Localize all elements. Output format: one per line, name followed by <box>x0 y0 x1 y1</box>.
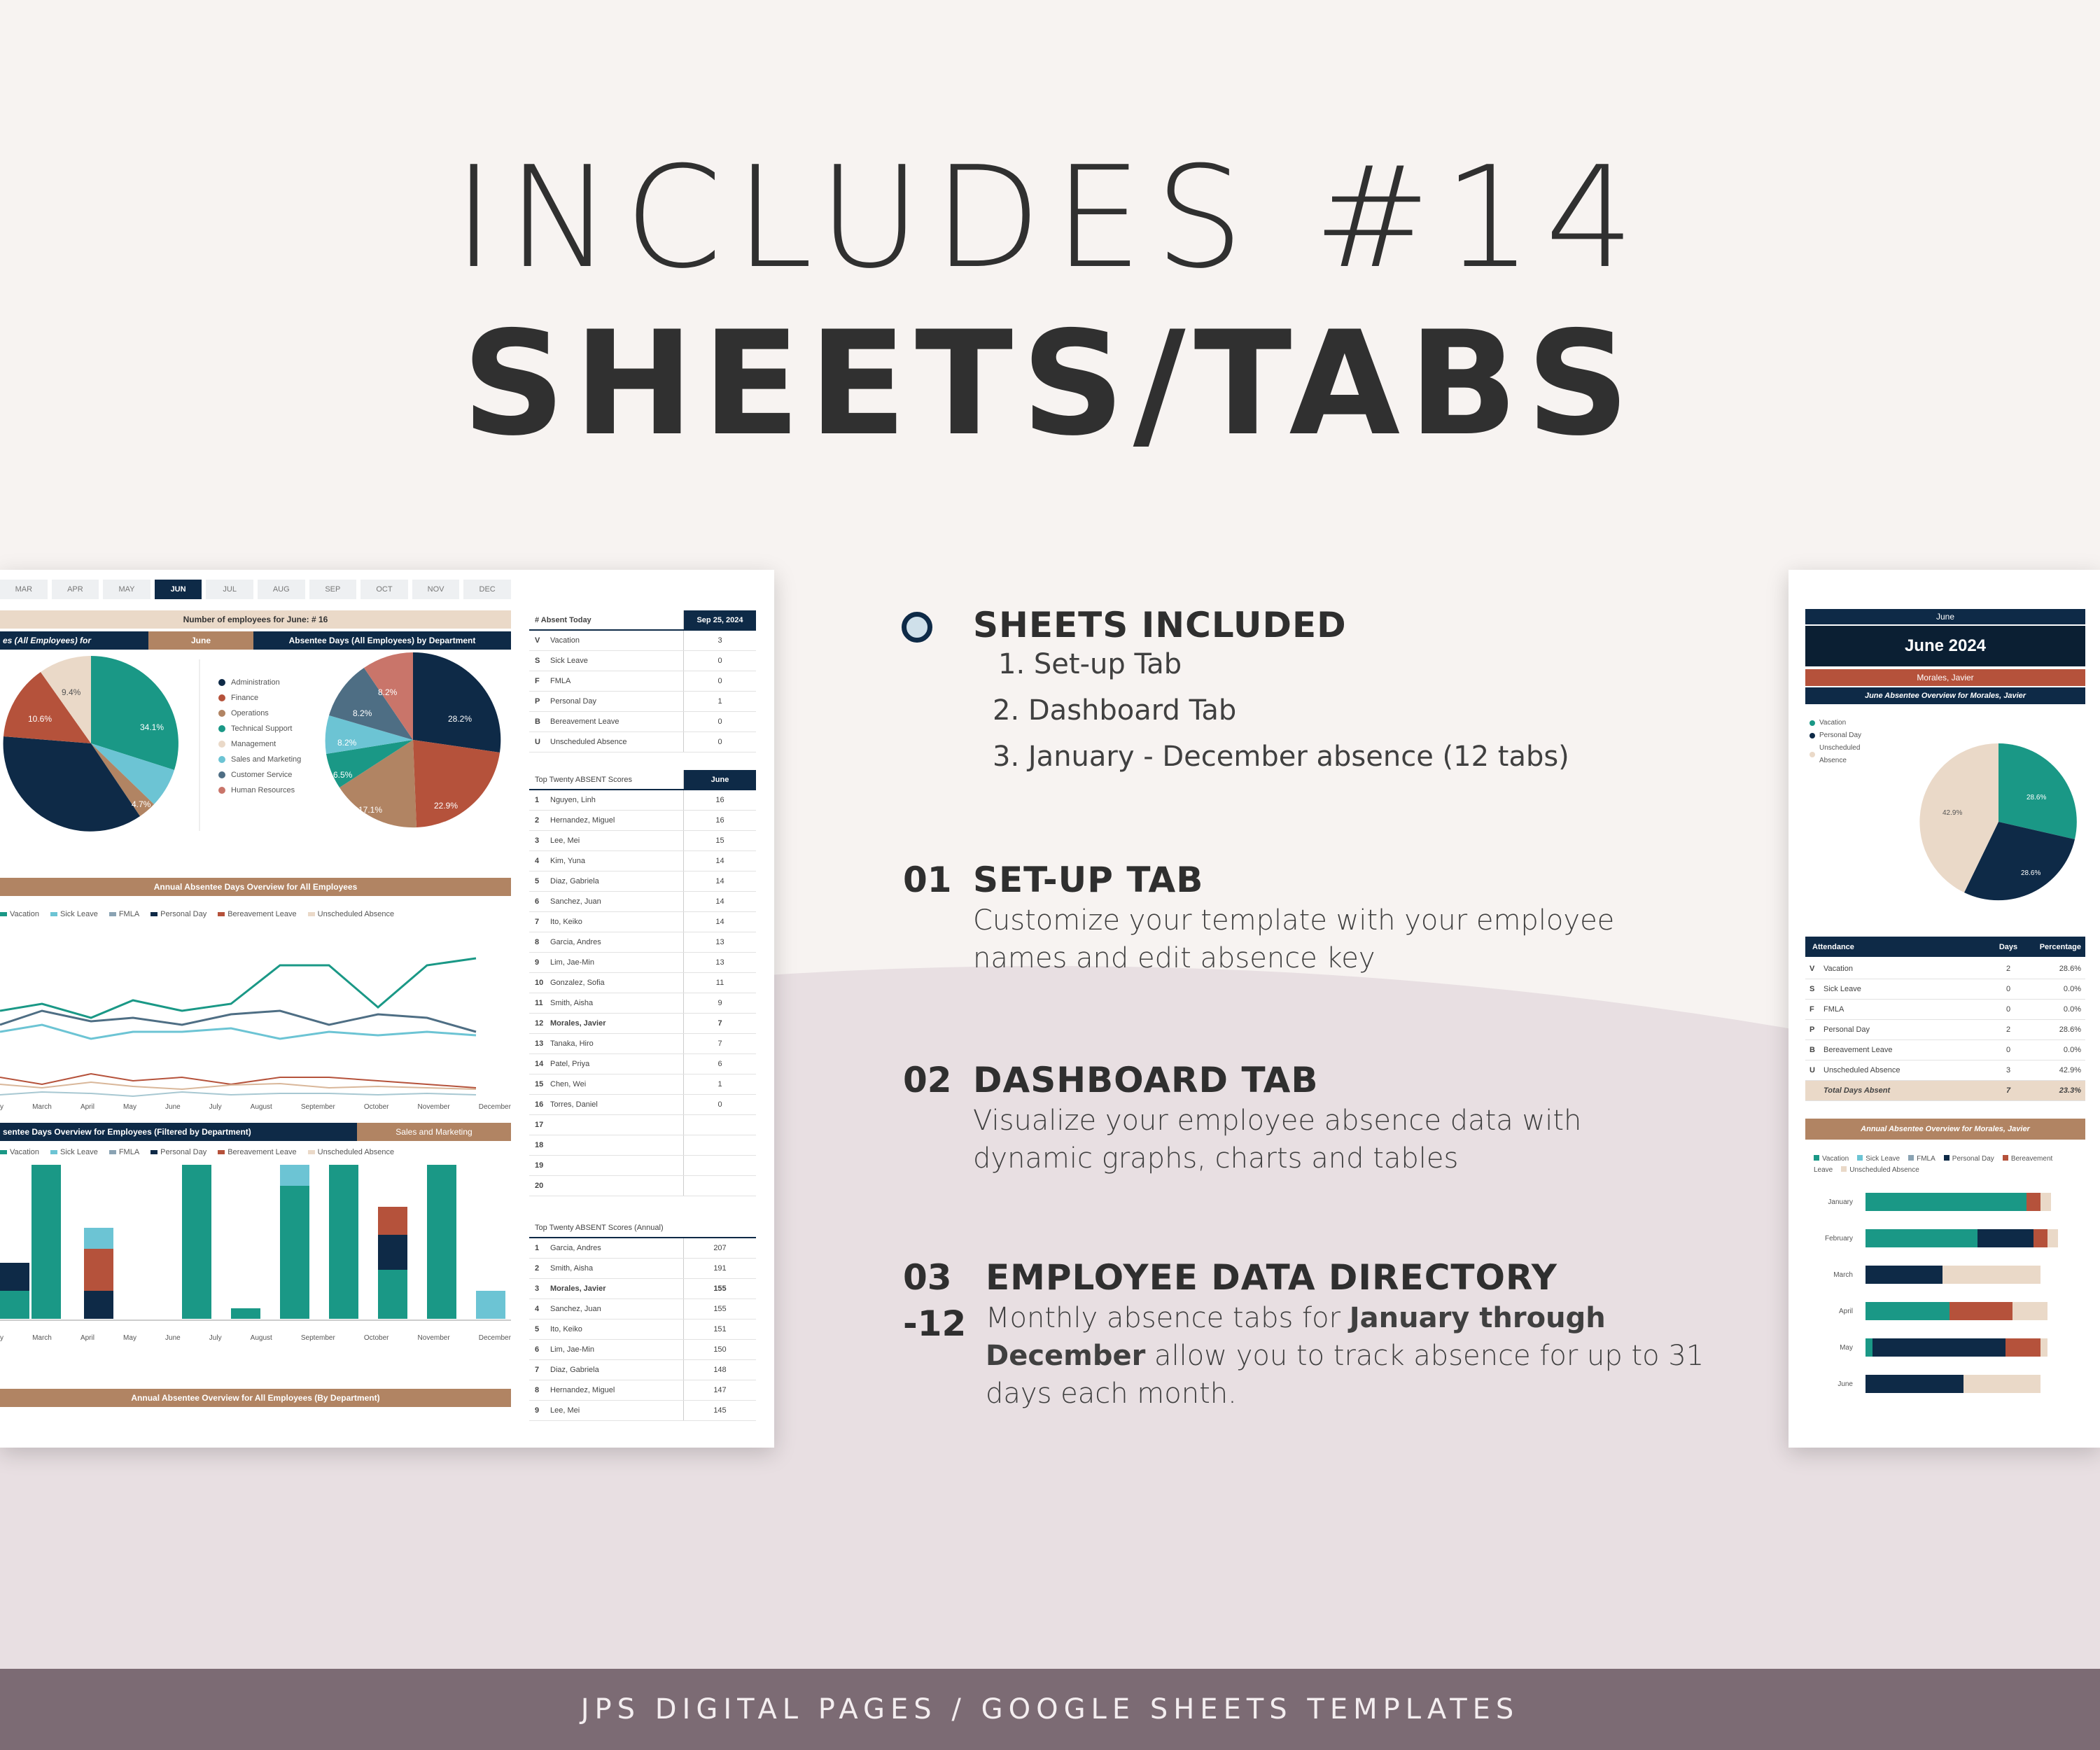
axis-month: December <box>478 1103 511 1111</box>
dashboard-description: Visualize your employee absence data with dynamic graphs, charts and tables <box>973 1105 1582 1175</box>
right-legend <box>1809 717 1872 767</box>
included-item-1: 1. Set-up Tab <box>998 648 1182 680</box>
right-bar-segment <box>1942 1266 2040 1284</box>
tab-nov[interactable]: NOV <box>412 580 460 599</box>
attendance-header: Attendance Days Percentage <box>1805 937 2085 957</box>
right-bar-legend-item: Vacation <box>1814 1155 1849 1163</box>
footer-bar <box>0 1669 2100 1750</box>
bottom-overview-bar: Annual Absentee Overview for All Employees (By Department) <box>0 1389 511 1407</box>
axis-month: April <box>80 1103 94 1111</box>
right-bar-legend-item: Unscheduled Absence <box>1841 1166 1919 1174</box>
table-row: 20 <box>529 1176 756 1196</box>
table-row: 9 Lim, Jae-Min 13 <box>529 953 756 973</box>
series-legend-item: Personal Day <box>150 910 206 918</box>
stack-segment <box>84 1249 113 1291</box>
dashboard-preview <box>0 570 774 1448</box>
pie2-label-e: 8.2% <box>337 738 357 748</box>
right-legend-item: Unscheduled Absence <box>1809 742 1872 767</box>
legend-item: Operations <box>218 706 301 721</box>
absent-today-header: # Absent Today <box>535 615 592 624</box>
axis-month: September <box>300 1103 335 1111</box>
pie2-label-b: 22.9% <box>434 801 458 811</box>
tab-may[interactable]: MAY <box>103 580 150 599</box>
stack-segment <box>31 1165 61 1319</box>
attendance-row: P Personal Day 2 28.6% <box>1805 1020 2085 1040</box>
table-row: 6 Sanchez, Juan 14 <box>529 892 756 912</box>
table-row: 7 Diaz, Gabriela 148 <box>529 1360 756 1380</box>
axis-month: April <box>80 1334 94 1342</box>
tab-oct[interactable]: OCT <box>360 580 408 599</box>
right-bar-segment <box>1865 1193 2026 1211</box>
right-bar-segment <box>1872 1338 2005 1357</box>
series-legend-item: Sick Leave <box>50 910 98 918</box>
axis-month: May <box>123 1334 136 1342</box>
table-row: 3 Lee, Mei 15 <box>529 831 756 851</box>
axis-month: March <box>32 1103 52 1111</box>
table-row: 4 Sanchez, Juan 155 <box>529 1299 756 1320</box>
axis-month: July <box>209 1103 222 1111</box>
pie2-label-d: 6.5% <box>333 770 353 780</box>
axis-month: December <box>478 1334 511 1342</box>
setup-title: SET-UP TAB <box>973 860 1204 900</box>
right-bar-legend-item: Sick Leave <box>1857 1155 1900 1163</box>
table-row: F FMLA 0 <box>529 671 756 692</box>
table-row: 7 Ito, Keiko 14 <box>529 912 756 932</box>
table-row: U Unscheduled Absence 0 <box>529 732 756 752</box>
right-bar-month: January <box>1828 1198 1853 1206</box>
right-bar-month: February <box>1824 1235 1853 1242</box>
dashboard-number: 02 <box>903 1060 952 1100</box>
bullet-ring-icon <box>902 612 932 643</box>
employee-preview <box>1788 570 2100 1448</box>
total-row: Total Days Absent 7 23.3% <box>1805 1081 2085 1101</box>
stack-segment <box>378 1207 407 1235</box>
pie2-label-f: 8.2% <box>353 708 372 718</box>
line-month-axis <box>0 1103 511 1111</box>
attendance-row: U Unscheduled Absence 3 42.9% <box>1805 1060 2085 1081</box>
legend-item: Customer Service <box>218 767 301 783</box>
axis-month: August <box>250 1103 272 1111</box>
absent-today-table <box>529 610 756 752</box>
stack-segment <box>476 1291 505 1319</box>
right-bar-month: May <box>1840 1344 1853 1352</box>
right-bar-segment <box>2005 1338 2040 1357</box>
footer-text: JPS DIGITAL PAGES / GOOGLE SHEETS TEMPLATES <box>580 1693 1520 1726</box>
table-row: 2 Hernandez, Miguel 16 <box>529 811 756 831</box>
line-personal <box>0 1011 476 1032</box>
line-vacation <box>0 958 476 1018</box>
stack-segment <box>0 1291 29 1319</box>
top20-table <box>529 770 756 1196</box>
attendance-row: S Sick Leave 0 0.0% <box>1805 979 2085 1000</box>
bar-month-axis <box>0 1334 511 1342</box>
series-legend-item: Sick Leave <box>50 1148 98 1156</box>
table-row: 2 Smith, Aisha 191 <box>529 1259 756 1279</box>
included-item-3: 3. January - December absence (12 tabs) <box>993 741 1569 773</box>
right-legend-item: Personal Day <box>1809 729 1872 742</box>
series-legend-item: FMLA <box>109 910 139 918</box>
right-bar-segment <box>1977 1229 2033 1247</box>
stack-segment <box>378 1235 407 1270</box>
bar-legend <box>0 1148 405 1156</box>
right-bar-segment <box>2047 1229 2058 1247</box>
table-row: 1 Garcia, Andres 207 <box>529 1238 756 1259</box>
line-legend <box>0 910 405 918</box>
pie-header-month: June <box>148 631 253 650</box>
pie1-label-b: 37.1% <box>36 826 61 836</box>
right-bar-segment <box>2012 1302 2047 1320</box>
month-tabs <box>0 580 511 599</box>
right-bar-segment <box>1865 1266 1942 1284</box>
right-bar-month: March <box>1833 1271 1853 1279</box>
series-legend-item: Vacation <box>0 1148 39 1156</box>
overview-bar: June Absentee Overview for Morales, Javier <box>1805 687 2085 704</box>
legend-item: Technical Support <box>218 721 301 736</box>
right-legend-item: Vacation <box>1809 717 1872 729</box>
filtered-dept: Sales and Marketing <box>357 1123 511 1141</box>
attendance-row: F FMLA 0 0.0% <box>1805 1000 2085 1020</box>
axis-month: June <box>165 1103 181 1111</box>
table-row: 8 Garcia, Andres 13 <box>529 932 756 953</box>
table-row: 13 Tanaka, Hiro 7 <box>529 1034 756 1054</box>
headline-includes: INCLUDES #14 <box>453 136 1647 300</box>
tab-sep[interactable]: SEP <box>309 580 357 599</box>
directory-title: EMPLOYEE DATA DIRECTORY <box>986 1257 1558 1298</box>
series-legend-item: Unscheduled Absence <box>308 910 394 918</box>
stack-segment <box>0 1263 29 1291</box>
pie-header-dept: Absentee Days (All Employees) by Department <box>253 631 511 650</box>
right-bar-legend-item: FMLA <box>1908 1155 1935 1163</box>
dashboard-title: DASHBOARD TAB <box>973 1060 1319 1100</box>
stack-segment <box>329 1165 358 1319</box>
table-row: 16 Torres, Daniel 0 <box>529 1095 756 1115</box>
line-sky <box>0 1025 476 1039</box>
right-bar-segment <box>1865 1338 1872 1357</box>
stack-segment <box>84 1291 113 1319</box>
sheets-included-title: SHEETS INCLUDED <box>973 605 1347 645</box>
pie2-label-c: 17.1% <box>358 805 383 815</box>
tab-apr[interactable]: APR <box>52 580 99 599</box>
series-legend-item: Unscheduled Absence <box>308 1148 394 1156</box>
directory-number-a: 03 <box>903 1257 952 1298</box>
legend-item: Human Resources <box>218 783 301 798</box>
right-bar-segment <box>1865 1229 1977 1247</box>
right-bar-segment <box>1865 1302 1949 1320</box>
axis-month: July <box>209 1334 222 1342</box>
month-title: June 2024 <box>1805 626 2085 666</box>
axis-month: November <box>417 1334 450 1342</box>
included-item-2: 2. Dashboard Tab <box>993 694 1237 727</box>
top20-header: Top Twenty ABSENT Scores <box>535 775 632 784</box>
right-bar-month: June <box>1837 1380 1853 1388</box>
pie1-label-a: 34.1% <box>140 722 164 732</box>
directory-description: Monthly absence tabs for January through December allow you to track absence for up to 31 days each month. <box>986 1302 1704 1410</box>
absent-today-date: Sep 25, 2024 <box>683 610 756 629</box>
pie2-slice-rust <box>413 740 500 827</box>
stack-segment <box>231 1308 260 1319</box>
legend-item: Administration <box>218 675 301 690</box>
pie-header-left: es (All Employees) for <box>0 631 148 650</box>
table-row: 9 Lee, Mei 145 <box>529 1401 756 1421</box>
axis-month: September <box>300 1334 335 1342</box>
annual-table <box>529 1218 756 1421</box>
tab-mar[interactable]: MAR <box>0 580 48 599</box>
table-row: 17 <box>529 1115 756 1135</box>
series-legend-item: Bereavement Leave <box>218 910 296 918</box>
stack-segment <box>378 1270 407 1319</box>
annual-header: Top Twenty ABSENT Scores (Annual) <box>535 1223 664 1232</box>
right-stacked-bars <box>1788 1186 2100 1448</box>
pie2-slice-navy <box>413 652 500 752</box>
pie1-label-c: 10.6% <box>28 714 52 724</box>
table-row: 3 Morales, Javier 155 <box>529 1279 756 1299</box>
axis-month: May <box>123 1103 136 1111</box>
table-row: 5 Diaz, Gabriela 14 <box>529 872 756 892</box>
tab-jul[interactable]: JUL <box>206 580 253 599</box>
table-row: 10 Gonzalez, Sofia 11 <box>529 973 756 993</box>
employees-count-bar: Number of employees for June: # 16 <box>0 610 511 629</box>
emp-pie-label-b: 28.6% <box>2021 869 2041 877</box>
table-row: P Personal Day 1 <box>529 692 756 712</box>
emp-pie-label-a: 28.6% <box>2026 794 2047 802</box>
series-legend-item: Bereavement Leave <box>218 1148 296 1156</box>
right-bar-legend-item: Personal Day <box>1944 1155 1994 1163</box>
right-bar-segment <box>2033 1229 2047 1247</box>
right-bar-segment <box>1949 1302 2012 1320</box>
line-fmla <box>0 1092 476 1096</box>
setup-description: Customize your template with your employee names and edit absence key <box>973 904 1615 974</box>
tab-dec[interactable]: DEC <box>463 580 511 599</box>
department-legend <box>218 675 301 798</box>
table-row: 12 Morales, Javier 7 <box>529 1014 756 1034</box>
right-bar-segment <box>2026 1193 2040 1211</box>
axis-month: y <box>0 1334 4 1342</box>
stacked-bar-chart <box>0 1165 511 1333</box>
right-bar-legend-item: Bereavement Leave <box>1814 1155 2053 1174</box>
top20-month: June <box>683 770 756 789</box>
pie2-label-g: 8.2% <box>378 687 398 697</box>
stack-segment <box>84 1228 113 1249</box>
annual-line-chart <box>0 927 511 1102</box>
pie2-label-a: 28.2% <box>448 714 472 724</box>
axis-month: October <box>363 1103 389 1111</box>
right-bar-month: April <box>1838 1308 1853 1315</box>
table-row: 15 Chen, Wei 1 <box>529 1074 756 1095</box>
table-row: 14 Patel, Priya 6 <box>529 1054 756 1074</box>
legend-item: Sales and Marketing <box>218 752 301 767</box>
table-row: 19 <box>529 1156 756 1176</box>
table-row: 11 Smith, Aisha 9 <box>529 993 756 1014</box>
table-row: 18 <box>529 1135 756 1156</box>
table-row: 6 Lim, Jae-Min 150 <box>529 1340 756 1360</box>
filtered-bar: sentee Days Overview for Employees (Filtered by Department) <box>0 1123 357 1141</box>
annual-overview-bar: Annual Absentee Days Overview for All Employees <box>0 878 511 896</box>
table-row: 4 Kim, Yuna 14 <box>529 851 756 872</box>
right-bar-segment <box>1963 1375 2040 1393</box>
legend-item: Finance <box>218 690 301 706</box>
pie1-label-e: 4.7% <box>132 799 151 809</box>
series-legend-item: FMLA <box>109 1148 139 1156</box>
axis-month: June <box>165 1334 181 1342</box>
table-row: V Vacation 3 <box>529 631 756 651</box>
right-bar-legend <box>1814 1154 2080 1176</box>
stack-segment <box>427 1165 456 1319</box>
directory-number-b: -12 <box>903 1303 967 1344</box>
tab-aug[interactable]: AUG <box>258 580 305 599</box>
right-annual-bar: Annual Absentee Overview for Morales, Javier <box>1805 1119 2085 1140</box>
table-row: S Sick Leave 0 <box>529 651 756 671</box>
right-bar-segment <box>2040 1193 2051 1211</box>
axis-month: November <box>417 1103 450 1111</box>
employee-name-bar: Morales, Javier <box>1805 669 2085 686</box>
emp-pie-label-c: 42.9% <box>1942 809 1963 817</box>
stack-segment <box>182 1165 211 1319</box>
series-legend-item: Vacation <box>0 910 39 918</box>
axis-month: August <box>250 1334 272 1342</box>
axis-month: October <box>363 1334 389 1342</box>
series-legend-item: Personal Day <box>150 1148 206 1156</box>
setup-number: 01 <box>903 860 952 900</box>
stack-segment <box>280 1186 309 1319</box>
table-row: 5 Ito, Keiko 151 <box>529 1320 756 1340</box>
table-row: 8 Hernandez, Miguel 147 <box>529 1380 756 1401</box>
legend-item: Management <box>218 736 301 752</box>
axis-month: y <box>0 1103 4 1111</box>
tab-jun[interactable]: JUN <box>155 580 202 599</box>
line-bereavement <box>0 1074 476 1088</box>
attendance-row: B Bereavement Leave 0 0.0% <box>1805 1040 2085 1060</box>
right-bar-segment <box>2040 1338 2047 1357</box>
table-row: 1 Nguyen, Linh 16 <box>529 790 756 811</box>
table-row: B Bereavement Leave 0 <box>529 712 756 732</box>
pie1-label-d: 9.4% <box>62 687 81 697</box>
axis-month: March <box>32 1334 52 1342</box>
employee-pie <box>1900 738 2082 913</box>
attendance-row: V Vacation 2 28.6% <box>1805 959 2085 979</box>
right-bar-segment <box>1865 1375 1963 1393</box>
month-small: June <box>1805 609 2085 624</box>
stack-segment <box>280 1165 309 1186</box>
headline-sheets-tabs: SHEETS/TABS <box>461 301 1639 468</box>
